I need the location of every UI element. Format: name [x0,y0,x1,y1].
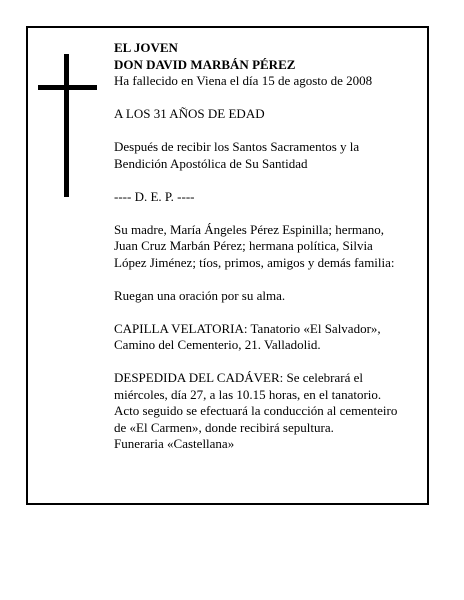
age-line: A LOS 31 AÑOS DE EDAD [114,106,265,121]
cross-icon-bar [38,85,97,90]
family-line-3: López Jiménez; tíos, primos, amigos y demás familia: [114,254,395,270]
farewell-line-1: DESPEDIDA DEL CADÁVER: Se celebrará el [114,370,363,385]
family-line-2: Juan Cruz Marbán Pérez; hermana política, Silvia [114,238,373,253]
heading-line-1: EL JOVEN [114,40,178,55]
deceased-name: DON DAVID MARBÁN PÉREZ [114,56,296,72]
family-line-1: Su madre, María Ángeles Pérez Espinilla; hermano, [114,221,385,237]
sacraments-line-1: Después de recibir los Santos Sacramentos y la [114,139,360,154]
farewell-line-4: de «El Carmen», donde recibirá sepultura. [114,419,334,435]
chapel-line-2: Camino del Cementerio, 21. Valladolid. [114,337,321,352]
farewell-line-2: miércoles, día 27, a las 10.15 horas, en el tanatorio. [114,386,382,402]
cross-icon [64,54,69,197]
prayer-line: Ruegan una oración por su alma. [114,287,286,303]
chapel-line-1: CAPILLA VELATORIA: Tanatorio «El Salvador», [114,320,381,336]
death-notice: Ha fallecido en Viena el día 15 de agosto de 2008 [114,73,373,88]
funeral-home: Funeraria «Castellana» [114,436,235,451]
farewell-line-3: Acto seguido se efectuará la conducción al cementeiro [114,403,398,418]
obituary-text [114,40,414,453]
rip-line: ---- D. E. P. ---- [114,188,195,204]
sacraments-line-2: Bendición Apostólica de Su Santidad [114,155,308,171]
